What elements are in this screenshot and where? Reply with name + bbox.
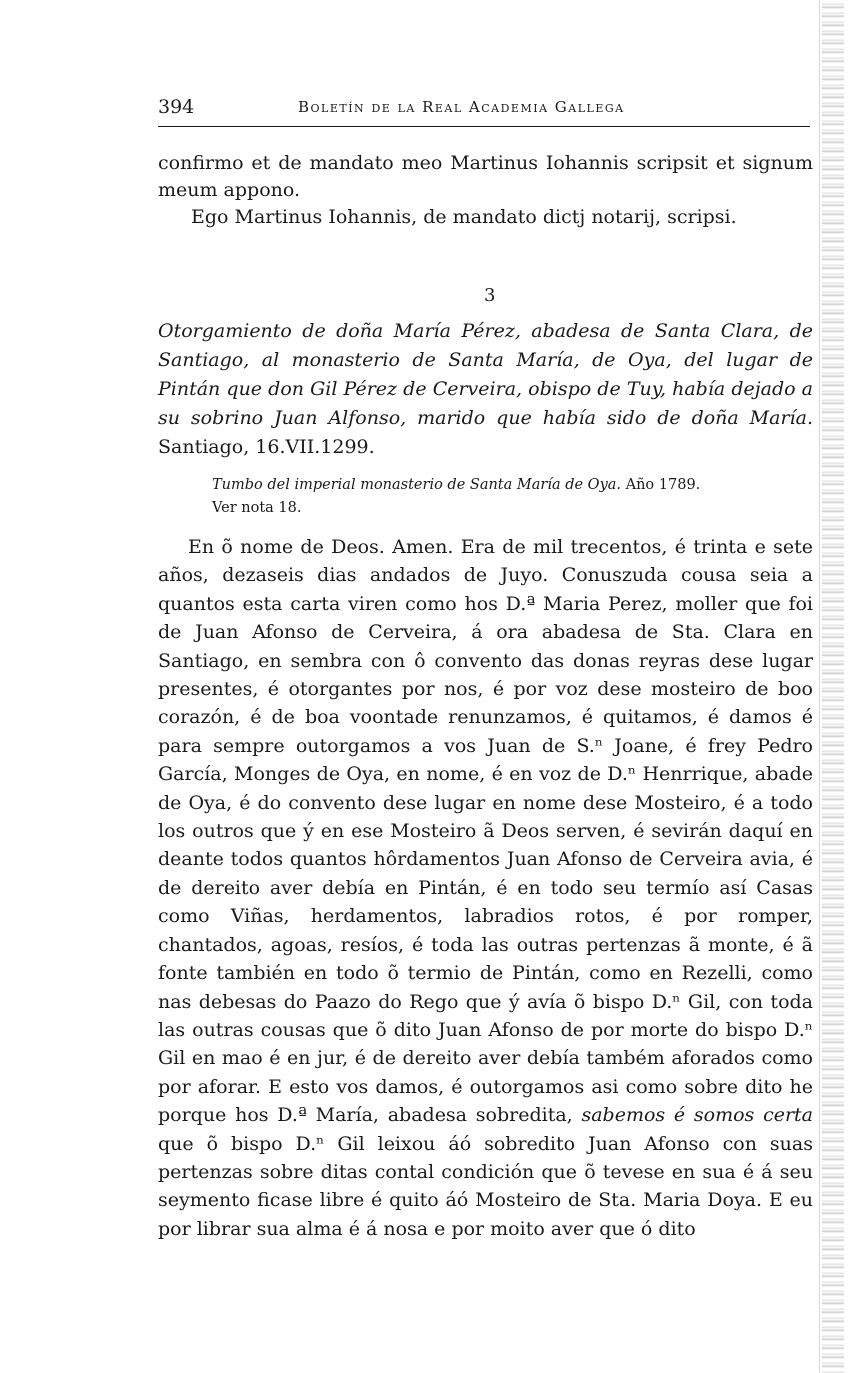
document-summary bbox=[158, 317, 813, 462]
page-number: 394 bbox=[158, 96, 195, 118]
intro-paragraph-1: confirmo et de mandato meo Martinus Iohannis scripsit et signum meum appono. bbox=[158, 152, 813, 201]
page-edge-line bbox=[819, 0, 820, 1373]
page-edge-shadow bbox=[822, 0, 844, 1373]
running-title: Boletín de la Real Academia Gallega bbox=[298, 98, 625, 116]
place-date: Santiago, 16.VII.1299. bbox=[158, 436, 375, 458]
charter-text-part-1: En õ nome de Deos. Amen. Era de mil trecentos, é trinta e sete años, dezaseis dias andados de Juyo. Conuszuda cousa seia a quantos esta carta viren como hos D.ª Maria Perez, moller que foi de Juan Afonso de Cerveira, á ora abadesa de Sta. Clara en Santiago, en sembra con ô convento das donas reyras dese lugar presentes, é otorgantes por nos, é por voz dese mosteiro de boo corazón, é de boa voontade renunzamos, é quitamos, é damos é para sempre outorgamos a vos Juan de S.ⁿ Joane, é frey Pedro García, Monges de Oya, en nome, é en voz de D.ⁿ Henrrique, abade de Oya, é do convento dese lugar en nome dese Mosteiro, é a todo los outros que ý en ese Mosteiro ã Deos serven, é sevirán daquí en deante todos quantos hôrdamentos Juan Afonso de Cerveira avia, é de dereito aver debía en Pintán, é en todo seu termío así Casas como Viñas, herdamentos, labradios rotos, é por romper, chantados, agoas, resíos, é toda las outras pertenzas ã monte, é ã fonte también en todo õ termio de Pintán, como en Rezelli, como nas debesas do Paazo do Rego que ý avía õ bispo D.ⁿ Gil, con toda las outras cousas que õ dito Juan Afonso de por morte do bispo D.ⁿ Gil en mao é en jur, é de dereito aver debía também aforados como por aforar. E esto vos damos, é outorgamos asi como sobre dito he porque hos D.ª María, abadesa sobredita, bbox=[158, 536, 813, 1127]
charter-text-italic: sabemos é somos certa bbox=[581, 1104, 813, 1127]
source-reference: Ver nota 18. bbox=[212, 500, 302, 516]
charter-text-part-2: que õ bispo D.ⁿ Gil leixou áó sobredito Juan Afonso con suas pertenzas sobre ditas contal condición que õ tevese en sua é á seu seymento ficase libre é quito áó Mosteiro de Sta. Maria Doya. E eu por librar sua alma é á nosa e por moito aver que ó dito bbox=[158, 1132, 813, 1240]
charter-text bbox=[158, 533, 813, 1243]
summary-italic: Otorgamiento de doña María Pérez, abadesa de Santa Clara, de Santiago, al monasterio de Santa María, de Oya, del lugar de Pintán que don Gil Pérez de Cerveira, obispo de Tuy, había dejado a su sobrino Juan Alfonso, marido que había sido de doña María. bbox=[158, 320, 813, 429]
source-line bbox=[212, 474, 814, 497]
source-year: Año 1789. bbox=[625, 477, 701, 493]
document-number: 3 bbox=[484, 285, 496, 306]
intro-text bbox=[158, 150, 813, 231]
intro-paragraph-2: Ego Martinus Iohannis, de mandato dictj notarij, scripsi. bbox=[191, 206, 737, 228]
charter-paragraph bbox=[158, 533, 813, 1243]
source-note bbox=[212, 474, 814, 520]
running-header bbox=[158, 92, 810, 127]
source-italic: Tumbo del imperial monasterio de Santa María de Oya. bbox=[212, 477, 622, 493]
